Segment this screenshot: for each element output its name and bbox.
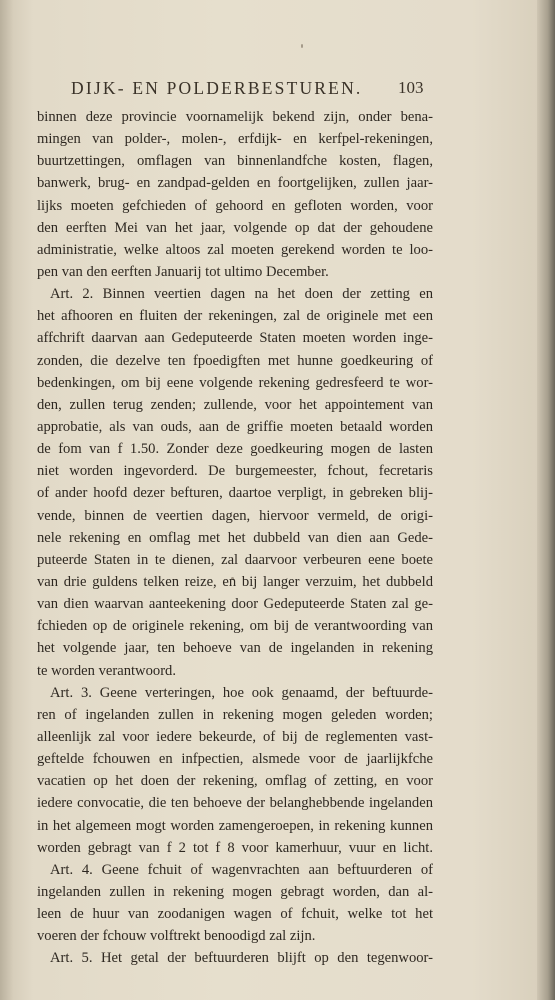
article-start-line: Art. 4. Geene fchuit of wagenvrachten aan beftuurderen of [50,861,433,878]
article-start-line: Art. 3. Geene verteringen, hoe ook genaamd, der beftuurde- [50,684,433,701]
text-line: het volgende jaar, ten behoeve van de ingelanden in rekening [37,640,433,657]
page-edge [537,0,555,1000]
text-line: van drie guldens telken reize, en bij langer verzuim, het dubbeld [37,573,433,590]
paper-speck [301,44,303,48]
text-line: nele rekening en omflag met het dubbeld van dien aan Gede- [37,529,433,546]
text-line: te worden verantwoord. [37,662,176,679]
text-line: bedenkingen, om bij eene volgende rekening gedresfeerd te wor- [37,374,433,391]
text-line: affchrift daarvan aan Gedeputeerde Staten moeten worden inge- [37,330,433,347]
text-line: worden gebragt van f 2 tot f 8 voor kamerhuur, vuur en licht. [37,839,433,856]
text-line: van dien waarvan aanteekening door Gedeputeerde Staten zal ge- [37,596,433,613]
running-head: DIJK- EN POLDERBESTUREN. [71,78,363,98]
text-line: in het algemeen mogt worden zamengeroepen, in rekening kunnen [37,817,433,834]
text-line: den eerften Mei van het jaar, volgende op dat der gehoudene [37,219,433,236]
text-line: alleenlijk zal voor iedere bekeurde, of bij de reglementen vast- [37,728,433,745]
text-line: ren of ingelanden zullen in rekening mogen geleden worden; [37,706,433,723]
page-gutter [0,0,14,1000]
body-text [37,106,433,969]
text-line: of ander hoofd dezer befturen, daartoe verpligt, in gebreken blij- [37,485,433,502]
text-line: vende, binnen de veertien dagen, hiervoor vermeld, de origi- [37,507,433,524]
article-start-line: Art. 2. Binnen veertien dagen na het doen der zetting en [50,286,433,303]
text-line: zonden, die dezelve ten fpoedigften met hunne goedkeuring of [37,352,433,369]
text-line: buurtzettingen, omflagen van binnenlandfche kosten, flagen, [37,153,433,170]
text-line: geftelde fchouwen en infpectien, alsmede voor de jaarlijkfche [37,751,433,768]
text-line: voeren der fchouw volftrekt benoodigd zal zijn. [37,928,316,945]
text-line: banwerk, brug- en zandpad-gelden en foortgelijken, zullen jaar- [37,175,433,192]
text-line: niet worden ingevorderd. De burgemeester, fchout, fecretaris [37,463,433,480]
text-line: iedere convocatie, die ten behoeve der belanghebbende ingelanden [37,795,433,812]
text-line: den, zullen terug zenden; zullende, voor het appointement van [37,396,433,413]
text-line: leen de huur van zoodanigen wagen of fchuit, welke tot het [37,906,433,923]
text-line: pen van den eerften Januarij tot ultimo December. [37,263,329,280]
article-start-line: Art. 5. Het getal der beftuurderen blijft op den tegenwoor- [50,950,433,967]
text-line: het afhooren en fluiten der rekeningen, zal de originele met een [37,308,433,325]
text-line: puteerde Staten in te dienen, zal daarvoor verbeuren eene boete [37,551,433,568]
text-line: binnen deze provincie voornamelijk bekend zijn, onder bena- [37,109,433,125]
text-line: vacatien op het doen der rekening, omflag of zetting, en voor [37,773,433,790]
text-line: fchieden op de originele rekening, om bij de verantwoording van [37,618,433,635]
text-line: mingen van polder-, molen-, erfdijk- en kerfpel-rekeningen, [37,131,433,148]
text-line: approbatie, als van ouds, aan de griffie moeten betaald worden [37,418,433,435]
text-line: de fom van f 1.50. Zonder deze goedkeuring mogen de lasten [37,441,433,458]
text-line: lijks moeten gefchieden of gehoord en gefloten worden, voor [37,197,433,214]
text-line: ingelanden zullen in rekening mogen gebragt worden, dan al- [37,883,433,900]
page-number: 103 [398,78,424,97]
text-line: administratie, welke altoos zal moeten gerekend worden te loo- [37,241,433,258]
